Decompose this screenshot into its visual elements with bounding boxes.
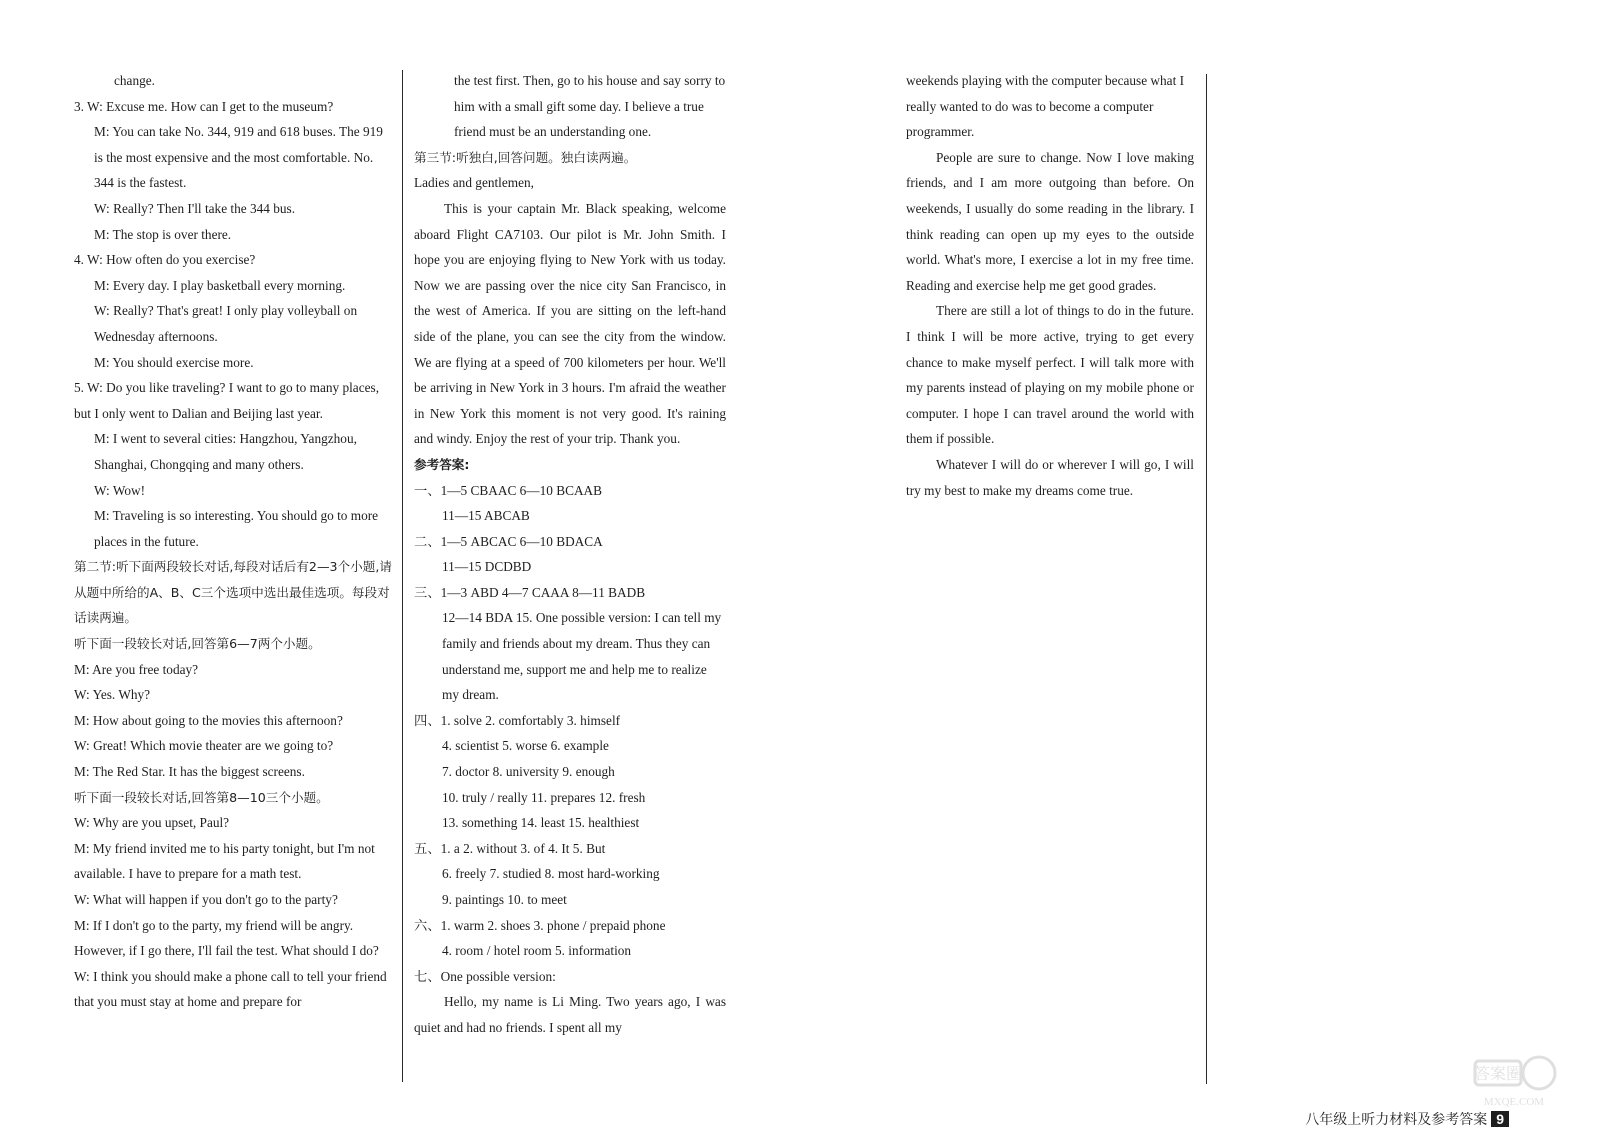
watermark-subtext: MXQE.COM — [1483, 1096, 1545, 1108]
col2-text-block: 一、1—5 CBAAC 6—10 BCAAB — [414, 482, 603, 498]
page-footer — [1305, 1109, 1509, 1129]
col2-text-block: 六、1. warm 2. shoes 3. phone / prepaid phone — [414, 917, 666, 933]
watermark-logo — [1469, 1051, 1559, 1111]
col1-text-block: M: The stop is over there. — [94, 226, 232, 242]
col2-text-block: 参考答案: — [414, 456, 470, 472]
col2-text-block: 10. truly / really 11. prepares 12. fresh — [442, 789, 646, 805]
col1-text-block: 第二节:听下面两段较长对话,每段对话后有2—3个小题,请从题中所给的A、B、C三个选项中选出最佳选项。每段对话读两遍。 — [74, 559, 392, 626]
col1-text-block: W: Wow! — [94, 482, 145, 498]
col2-text-block: 11—15 DCDBD — [442, 559, 532, 575]
col2-text-block: 第三节:听独白,回答问题。独白读两遍。 — [414, 149, 637, 165]
col1-text-block: change. — [114, 73, 155, 88]
col2-text-block: 6. freely 7. studied 8. most hard-working — [442, 866, 660, 882]
col2-text-block: 9. paintings 10. to meet — [442, 892, 567, 907]
col1-text-block: W: Great! Which movie theater are we going to? — [74, 738, 334, 754]
col2-text-block: 四、1. solve 2. comfortably 3. himself — [414, 712, 621, 728]
col1-text-block: M: How about going to the movies this afternoon? — [74, 712, 343, 728]
col2-text-block: 五、1. a 2. without 3. of 4. It 5. But — [414, 840, 606, 856]
col1-text-block: M: My friend invited me to his party tonight, but I'm not available. I have to prepare for a math test. — [74, 840, 375, 882]
col1-text-block: W: I think you should make a phone call to tell your friend that you must stay at home and prepare for — [74, 968, 387, 1010]
column-middle — [414, 68, 726, 1041]
col3-text-block: People are sure to change. Now I love making friends, and I am more outgoing than before. On weekends, I usually do some reading in the library. I think reading can open up my eyes to the outside world. What's more, I exercise a lot in my free time. Reading and exercise help me get good grades. — [906, 149, 1194, 293]
col2-text-block: 三、1—3 ABD 4—7 CAAA 8—11 BADB — [414, 584, 646, 600]
col2-text-block: the test first. Then, go to his house and say sorry to him with a small gift some day. I believe a true friend must be an understanding one. — [454, 73, 726, 140]
col2-text-block: This is your captain Mr. Black speaking, welcome aboard Flight CA7103. Our pilot is Mr. John Smith. I hope you are enjoying flying to New York with us today. Now we are passing over the nice city San Francisco, in the west of America. If you are sitting on the left-hand side of the plane, you can see the city from the window. We are flying at a speed of 700 kilometers per hour. We'll be arriving in New York in 3 hours. I'm afraid the weather in New York this moment is not very good. It's raining and windy. Enjoy the rest of your trip. Thank you. — [414, 200, 726, 447]
col2-text-block: 7. doctor 8. university 9. enough — [442, 764, 615, 780]
col1-text-block: 听下面一段较长对话,回答第8—10三个小题。 — [74, 789, 329, 805]
col1-text-block: M: If I don't go to the party, my friend will be angry. However, if I go there, I'll fail the test. What should I do? — [74, 917, 379, 959]
column-divider — [1206, 74, 1207, 1084]
col1-text-block: M: You should exercise more. — [94, 354, 254, 370]
col2-text-block: 二、1—5 ABCAC 6—10 BDACA — [414, 533, 603, 549]
col2-text-block: Ladies and gentlemen, — [414, 175, 534, 191]
col3-text-block: weekends playing with the computer because what I really wanted to do was to become a computer programmer. — [906, 73, 1185, 140]
col1-text-block: M: Traveling is so interesting. You should go to more places in the future. — [94, 508, 379, 549]
col1-text-block: M: Are you free today? — [74, 661, 199, 677]
col1-text-block: W: What will happen if you don't go to the party? — [74, 892, 338, 907]
col2-text-block: 4. room / hotel room 5. information — [442, 943, 632, 959]
watermark-text: 答案圈 — [1473, 1066, 1523, 1083]
col2-text-block: 七、One possible version: — [414, 968, 556, 984]
col1-text-block: 4. W: How often do you exercise? — [74, 252, 256, 268]
col2-text-block: 11—15 ABCAB — [442, 508, 530, 524]
col1-text-block: M: I went to several cities: Hangzhou, Yangzhou, Shanghai, Chongqing and many others. — [94, 431, 357, 472]
column-left — [74, 68, 392, 1015]
footer-label: 八年级上听力材料及参考答案 — [1305, 1112, 1488, 1128]
col3-text-block: There are still a lot of things to do in the future. I think I will be more active, trying to get every chance to make myself perfect. I will talk more with my parents instead of playing on my mobile phone or computer. I hope I can travel around the world with them if possible. — [906, 303, 1194, 447]
col1-text-block: W: Really? Then I'll take the 344 bus. — [94, 200, 296, 216]
col1-text-block: 3. W: Excuse me. How can I get to the museum? — [74, 98, 334, 114]
page-number: 9 — [1491, 1111, 1509, 1127]
col2-text-block: 12—14 BDA 15. One possible version: I can tell my family and friends about my dream. Thus they can understand me, support me and help me to realize my dream. — [442, 610, 722, 703]
col3-text-block: Whatever I will do or wherever I will go, I will try my best to make my dreams come true. — [906, 456, 1194, 498]
column-right — [906, 68, 1194, 503]
col2-text-block: 13. something 14. least 15. healthiest — [442, 815, 640, 831]
col1-text-block: 5. W: Do you like traveling? I want to go to many places, but I only went to Dalian and Beijing last year. — [74, 380, 380, 421]
col1-text-block: W: Yes. Why? — [74, 687, 151, 703]
col1-text-block: M: You can take No. 344, 919 and 618 buses. The 919 is the most expensive and the most comfortable. No. 344 is the fastest. — [94, 124, 383, 191]
col1-text-block: W: Why are you upset, Paul? — [74, 815, 230, 831]
col1-text-block: M: Every day. I play basketball every morning. — [94, 277, 346, 293]
column-divider — [402, 70, 403, 1082]
col2-text-block: 4. scientist 5. worse 6. example — [442, 738, 609, 754]
col1-text-block: W: Really? That's great! I only play volleyball on Wednesday afternoons. — [94, 303, 358, 344]
col1-text-block: M: The Red Star. It has the biggest screens. — [74, 764, 305, 780]
col1-text-block: 听下面一段较长对话,回答第6—7两个小题。 — [74, 636, 321, 652]
col2-text-block: Hello, my name is Li Ming. Two years ago, I was quiet and had no friends. I spent all my — [414, 994, 726, 1035]
